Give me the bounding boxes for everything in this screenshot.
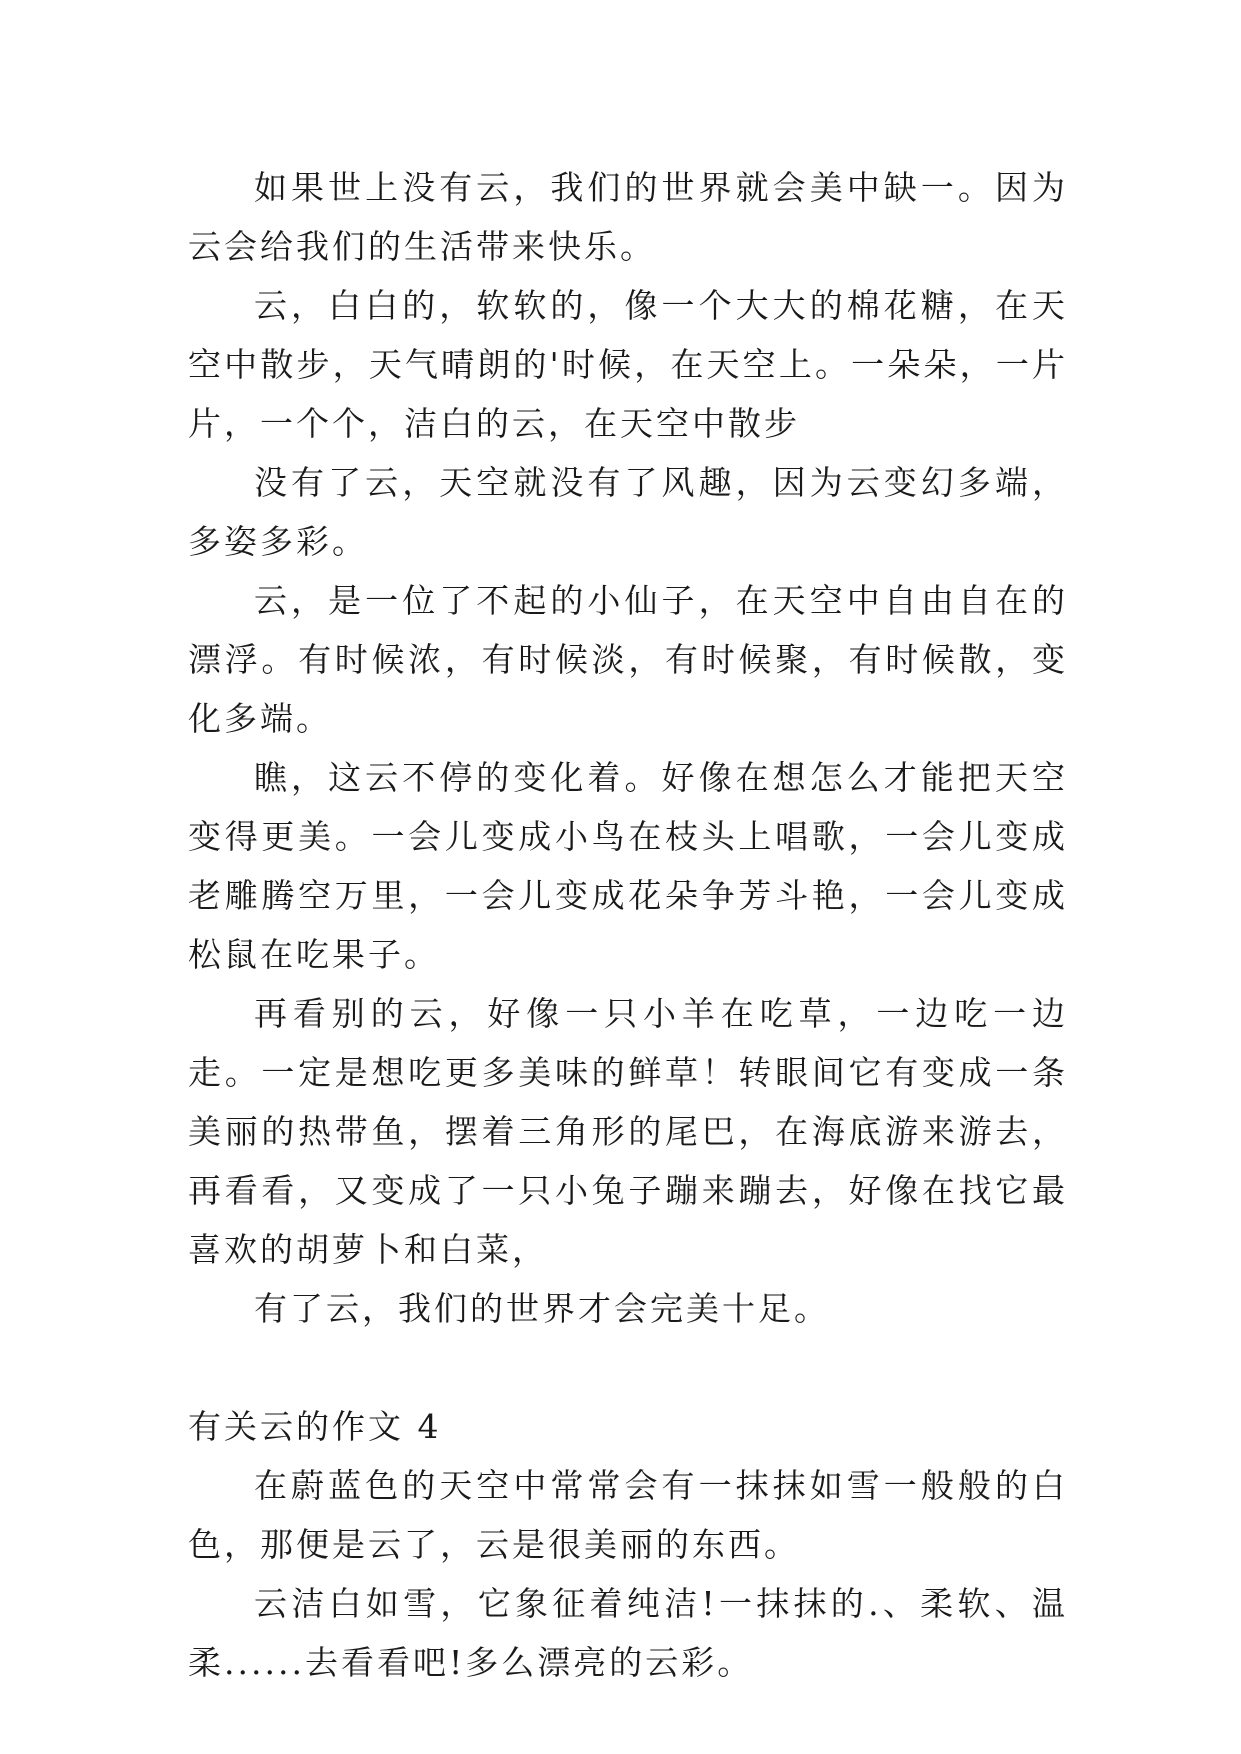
paragraph-3: 没有了云，天空就没有了风趣，因为云变幻多端，多姿多彩。 (188, 463, 1068, 561)
paragraph-2: 云，白白的，软软的，像一个大大的棉花糖，在天空中散步，天气晴朗的'时候，在天空上。一朵朵，一片片，一个个，洁白的云，在天空中散步 (188, 286, 1068, 443)
paragraph-1: 如果世上没有云，我们的世界就会美中缺一。因为云会给我们的生活带来快乐。 (188, 168, 1068, 266)
paragraph-6: 再看别的云，好像一只小羊在吃草，一边吃一边走。一定是想吃更多美味的鲜草！转眼间它有变成一条美丽的热带鱼，摆着三角形的尾巴，在海底游来游去，再看看，又变成了一只小兔子蹦来蹦去，好像在找它最喜欢的胡萝卜和白菜， (188, 994, 1068, 1269)
paragraph-4: 云，是一位了不起的小仙子，在天空中自由自在的漂浮。有时候浓，有时候淡，有时候聚，有时候散，变化多端。 (188, 581, 1068, 738)
section-spacer (188, 1338, 1068, 1397)
paragraph-5: 瞧，这云不停的变化着。好像在想怎么才能把天空变得更美。一会儿变成小鸟在枝头上唱歌，一会儿变成老雕腾空万里，一会儿变成花朵争芳斗艳，一会儿变成松鼠在吃果子。 (188, 758, 1068, 974)
document-body (188, 158, 1068, 1692)
paragraph-9: 云洁白如雪，它象征着纯洁!一抹抹的.、柔软、温柔......去看看吧!多么漂亮的云彩。 (188, 1584, 1068, 1682)
paragraph-7: 有了云，我们的世界才会完美十足。 (254, 1289, 830, 1328)
section-heading: 有关云的作文 4 (188, 1407, 442, 1446)
paragraph-8: 在蔚蓝色的天空中常常会有一抹抹如雪一般般的白色，那便是云了，云是很美丽的东西。 (188, 1466, 1068, 1564)
